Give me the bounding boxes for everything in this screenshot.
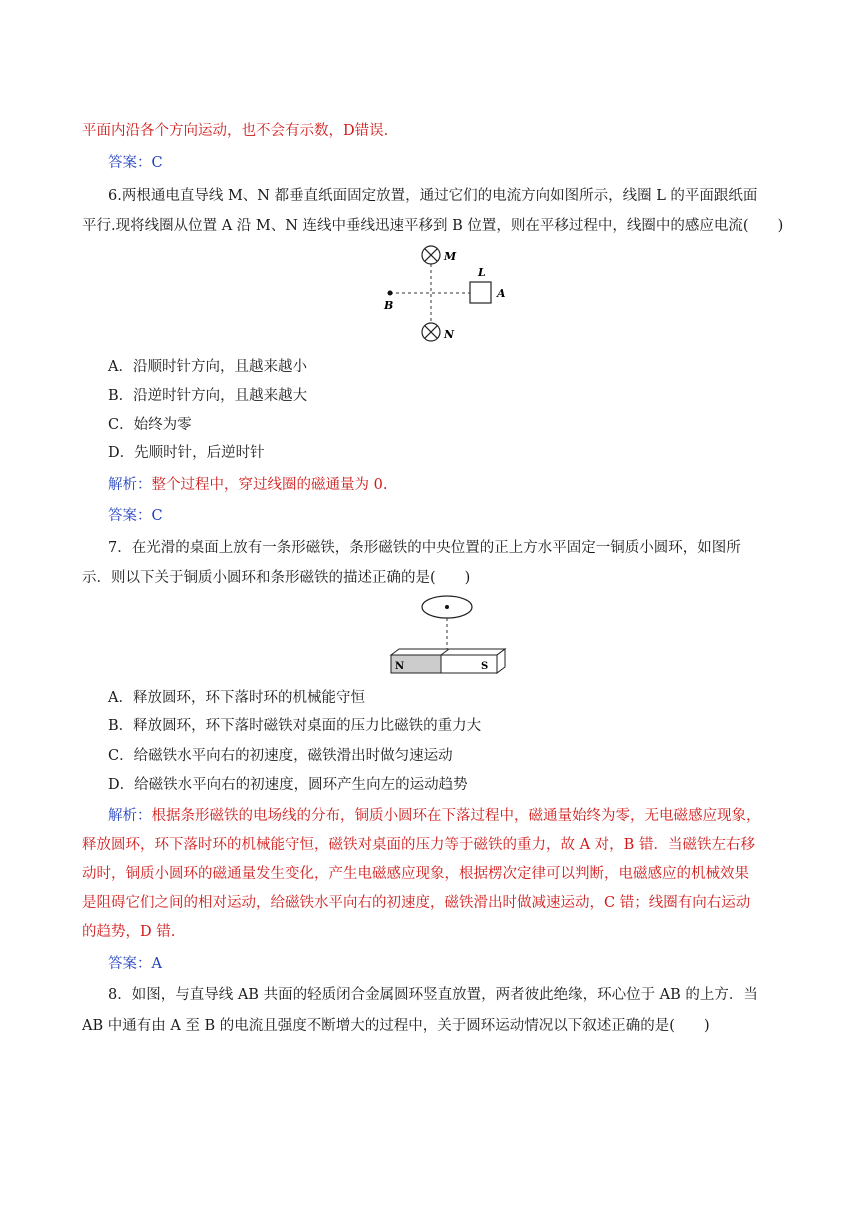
q6-stem-line1: 6.两根通电直导线 M、N 都垂直纸面固定放置，通过它们的电流方向如图所示，线圈 L 的平面跟纸面 xyxy=(108,188,758,204)
point-b xyxy=(388,291,393,296)
label-n: N xyxy=(444,328,455,341)
q7-option-d: D．给磁铁水平向右的初速度，圆环产生向左的运动趋势 xyxy=(108,777,468,793)
label-m: M xyxy=(444,250,457,263)
answer-value: C xyxy=(151,508,163,524)
q7-analysis-line4: 是阻碍它们之间的相对运动，给磁铁水平向右的初速度，磁铁滑出时做减速运动，C 错；线圈有向右运动 xyxy=(82,895,751,911)
q7-option-a: A．释放圆环，环下落时环的机械能守恒 xyxy=(108,690,365,706)
answer-label: 答案： xyxy=(108,956,152,972)
prev-answer xyxy=(108,153,163,173)
q7-analysis-line2: 释放圆环，环下落时环的机械能守恒，磁铁对桌面的压力等于磁铁的重力，故 A 对，B 错．当磁铁左右移 xyxy=(82,837,755,853)
answer-value: A xyxy=(151,956,162,972)
analysis-label: 解析： xyxy=(108,477,152,493)
label-a: A xyxy=(497,287,506,300)
coil-l xyxy=(470,282,491,303)
q6-option-a: A．沿顺时针方向，且越来越小 xyxy=(108,359,307,375)
label-l: L xyxy=(478,266,486,279)
analysis-label: 解析： xyxy=(108,808,152,824)
q6-option-b: B．沿逆时针方向，且越来越大 xyxy=(108,388,308,404)
q7-analysis-line1 xyxy=(108,806,761,826)
q8-stem-line1: 8．如图，与直导线 AB 共面的轻质闭合金属圆环竖直放置，两者彼此绝缘，环心位于 AB 的上方．当 xyxy=(108,987,758,1003)
q6-answer xyxy=(108,506,163,526)
q6-stem-line2: 平行.现将线圈从位置 A 沿 M、N 连线中垂线迅速平移到 B 位置，则在平移过程中，线圈中的感应电流( ) xyxy=(82,218,784,234)
q7-analysis-line3: 动时，铜质小圆环的磁通量发生变化，产生电磁感应现象，根据楞次定律可以判断，电磁感应的机械效果 xyxy=(82,866,749,882)
wire-m xyxy=(422,246,440,264)
q7-analysis-line5: 的趋势，D 错. xyxy=(82,924,176,940)
q6-option-c: C．始终为零 xyxy=(108,417,192,433)
q7-option-c: C．给磁铁水平向右的初速度，磁铁滑出时做匀速运动 xyxy=(108,748,453,764)
q6-figure xyxy=(378,240,518,345)
q8-stem-line2: AB 中通有由 A 至 B 的电流且强度不断增大的过程中，关于圆环运动情况以下叙述正确的是( ) xyxy=(82,1018,710,1034)
magnet-s-label: S xyxy=(481,661,489,672)
ring-center xyxy=(445,605,449,609)
prev-analysis-tail: 平面内沿各个方向运动，也不会有示数，D错误. xyxy=(82,123,389,139)
q6-analysis xyxy=(108,475,387,495)
q7-answer xyxy=(108,954,162,974)
wire-n xyxy=(422,323,440,341)
q7-stem-line2: 示．则以下关于铜质小圆环和条形磁铁的描述正确的是( ) xyxy=(82,570,471,586)
analysis-text: 整个过程中，穿过线圈的磁通量为 0. xyxy=(151,477,388,493)
analysis-text: 根据条形磁铁的电场线的分布，铜质小圆环在下落过程中，磁通量始终为零，无电磁感应现象， xyxy=(151,808,761,824)
answer-value: C xyxy=(151,155,163,171)
label-b: B xyxy=(384,299,394,312)
q7-stem-line1: 7．在光滑的桌面上放有一条形磁铁，条形磁铁的中央位置的正上方水平固定一铜质小圆环，如图所 xyxy=(108,540,741,556)
answer-label: 答案： xyxy=(108,508,152,524)
q7-option-b: B．释放圆环，环下落时磁铁对桌面的压力比磁铁的重力大 xyxy=(108,718,482,734)
answer-label: 答案： xyxy=(108,155,152,171)
magnet-n-label: N xyxy=(395,661,405,672)
q6-option-d: D．先顺时针，后逆时针 xyxy=(108,445,265,461)
q7-figure xyxy=(385,593,507,678)
